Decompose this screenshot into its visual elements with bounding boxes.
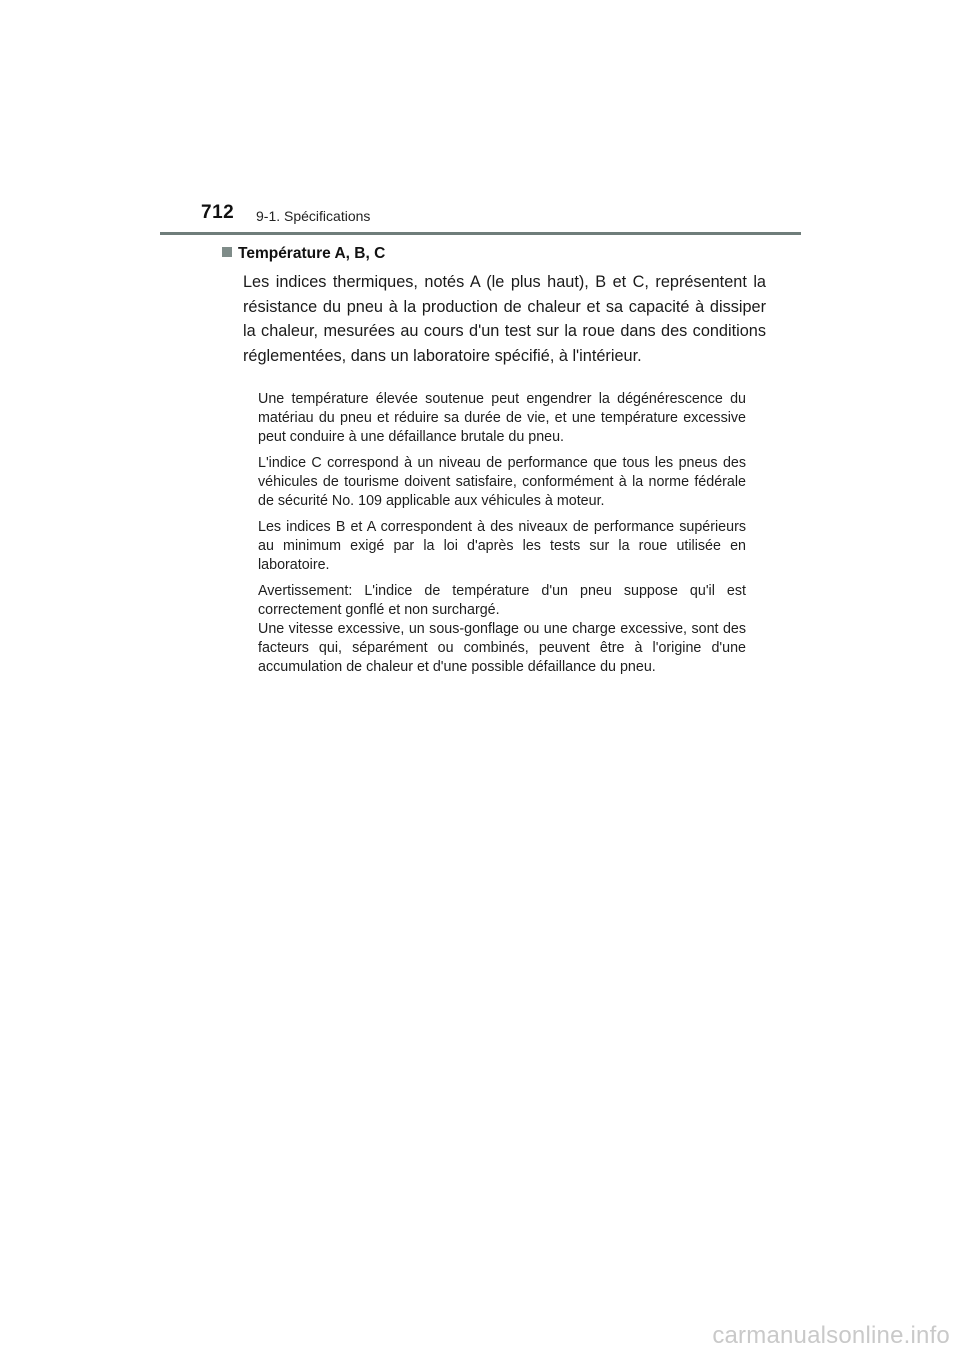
square-bullet-icon xyxy=(222,247,232,257)
section-label: 9-1. Spécifications xyxy=(256,208,371,224)
note-paragraph: L'indice C correspond à un niveau de performance que tous les pneus des véhicules de tourisme doivent satisfaire, conformément à la norme fédérale de sécurité No. 109 applicable aux véhicules à moteur. xyxy=(258,455,746,509)
page-number: 712 xyxy=(201,202,235,223)
note-paragraph: Les indices B et A correspondent à des niveaux de performance supérieurs au minimum exigé par la loi d'après les tests sur la roue utilisée en laboratoire. xyxy=(258,519,746,573)
notes-block xyxy=(258,390,746,684)
warning-paragraph: Avertissement: L'indice de température d'un pneu suppose qu'il est correctement gonflé et non surchargé. xyxy=(258,583,746,618)
watermark: carmanualsonline.info xyxy=(712,1322,950,1349)
note-paragraph: Une température élevée soutenue peut engendrer la dégénérescence du matériau du pneu et réduire sa durée de vie, et une température excessive peut conduire à une défaillance brutale du pneu. xyxy=(258,391,746,445)
warning-paragraph-continued: Une vitesse excessive, un sous-gonflage ou une charge excessive, sont des facteurs qui, séparément ou combinés, peuvent être à l'origine d'une accumulation de chaleur et d'une possible défaillance du pneu. xyxy=(258,621,746,675)
page-header xyxy=(0,0,960,240)
lead-paragraph: Les indices thermiques, notés A (le plus haut), B et C, représentent la résistance du pneu à la production de chaleur et sa capacité à dissiper la chaleur, mesurées au cours d'un test sur la roue dans des conditions réglementées, dans un laboratoire spécifié, à l'intérieur. xyxy=(243,273,766,365)
section-heading xyxy=(222,245,385,263)
section-heading-text: Température A, B, C xyxy=(238,245,386,262)
header-divider xyxy=(160,232,801,235)
